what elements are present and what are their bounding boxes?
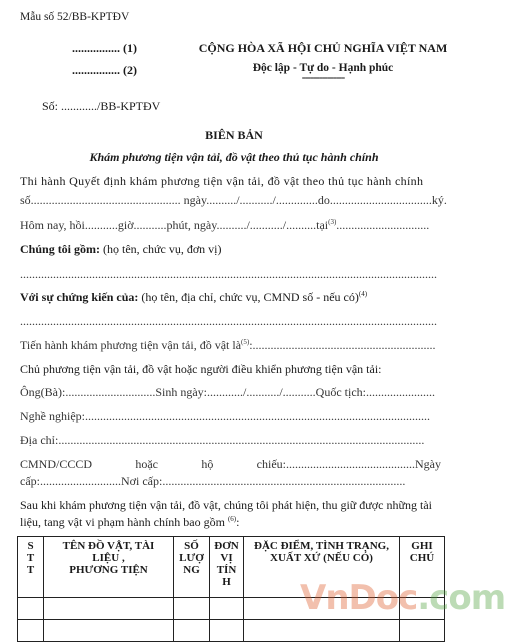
table-cell — [44, 620, 174, 642]
table-cell — [18, 598, 44, 620]
cmnd-line — [20, 457, 441, 472]
cmnd-word-1: CMND/CCCD — [20, 457, 93, 471]
sau-khi-text: liệu, tang vật vi phạm hành chính bao gồm — [20, 515, 225, 529]
para1-line1-text: Thi hành Quyết định khám phương tiện vận tải, đồ vật theo thủ tục hành chính — [20, 174, 424, 188]
dia-chi-line: Địa chỉ:.......................................................................................................................... — [20, 433, 425, 447]
cmnd-word-3: hộ — [201, 457, 214, 471]
voi-su-line — [20, 290, 367, 305]
table-row — [18, 620, 445, 642]
vndoc-watermark — [300, 578, 505, 618]
dots-line-1: ........................................................................................................................................... — [20, 267, 437, 281]
col-stt-l1: S — [27, 540, 34, 552]
document-number: Số: ............/BB-KPTĐV — [42, 99, 161, 113]
col-gc-l1: GHI — [411, 540, 433, 552]
sau-khi-line2 — [20, 515, 239, 530]
sau-khi-tail: : — [236, 515, 240, 529]
chung-toi-text: (họ tên, chức vụ, đơn vị) — [100, 242, 222, 256]
col-sl-l2: LƯỢ — [179, 552, 204, 564]
col-dvt-l3: TÍN — [216, 564, 237, 576]
col-dd-l1: ĐẶC ĐIỂM, TÌNH TRẠNG, — [254, 540, 389, 552]
national-title: CỘNG HÒA XÃ HỘI CHỦ NGHĨA VIỆT NAM — [198, 41, 448, 55]
table-cell — [174, 598, 210, 620]
table-cell — [244, 620, 400, 642]
footnote-3: (3) — [328, 218, 337, 226]
table-cell — [210, 598, 244, 620]
table-cell — [400, 620, 445, 642]
cap-line: cấp:...........................Nơi cấp:................................................................................. — [20, 474, 406, 488]
footnote-4: (4) — [358, 290, 368, 298]
motto-separator: --------------- — [301, 72, 345, 84]
footnote-6: (6) — [227, 515, 237, 523]
col-dvt-l4: H — [222, 576, 231, 588]
col-dd-l2: XUẤT XỨ (NẾU CÓ) — [270, 552, 373, 564]
sau-khi-line1: Sau khi khám phương tiện vận tải, đồ vật, chúng tôi phát hiện, thu giữ được những tài — [20, 498, 432, 512]
col-gc-l2: CHÚ — [409, 552, 435, 564]
para2-tail: ............................... — [336, 218, 430, 232]
col-stt-l2: T — [26, 552, 35, 564]
col-don-vi-tinh — [210, 537, 244, 598]
national-motto: Độc lập - Tự do - Hạnh phúc — [252, 62, 394, 74]
document-title: BIÊN BẢN — [205, 128, 263, 142]
voi-su-text: (họ tên, địa chỉ, chức vụ, CMND số - nếu có) — [138, 290, 359, 304]
form-code: Mẫu số 52/BB-KPTĐV — [20, 11, 130, 23]
col-so-luong — [174, 537, 210, 598]
col-stt-l3: T — [26, 564, 35, 576]
ong-ba-line: Ông(Bà):..............................Sinh ngày:............/.........../...........Quốc tịch:....................... — [20, 385, 435, 399]
tien-hanh-text: Tiến hành khám phương tiện vận tải, đồ vật là — [20, 338, 242, 352]
col-ten-l2: LIỆU , — [92, 552, 125, 564]
watermark-main: VnDoc — [300, 578, 418, 618]
col-sl-l1: SỐ — [184, 540, 199, 552]
chu-phuong-tien-line: Chủ phương tiện vận tải, đồ vật hoặc người điều khiển phương tiện vận tải: — [20, 362, 382, 376]
col-sl-l3: NG — [183, 564, 200, 576]
header-left-line1: ................ (1) — [72, 41, 137, 55]
dots-line-2: ........................................................................................................................................... — [20, 314, 437, 328]
cmnd-word-4: chiếu:...........................................Ngày — [256, 457, 441, 471]
cmnd-word-2: hoặc — [135, 457, 159, 471]
col-ten-l3: PHƯƠNG TIỆN — [69, 564, 148, 576]
chung-toi-line — [20, 242, 222, 257]
watermark-suffix: .com — [417, 578, 505, 618]
para2-text: Hôm nay, hồi...........giờ...........phút, ngày........../.........../..........tại — [20, 218, 329, 232]
table-cell — [44, 598, 174, 620]
col-dvt-l1: ĐƠN — [214, 540, 239, 552]
nghe-nghiep-line: Nghề nghiệp:................................................................................................................... — [20, 409, 430, 423]
table-cell — [174, 620, 210, 642]
para1-line2: số.................................................. ngày........../.........../..............do..................................ký. — [20, 193, 447, 207]
voi-su-label: Với sự chứng kiến của: — [20, 290, 139, 304]
para2-line — [20, 218, 429, 233]
tien-hanh-tail: :............................................................. — [249, 338, 436, 352]
table-cell — [210, 620, 244, 642]
para1-line1 — [20, 174, 441, 189]
col-dvt-l2: VỊ — [220, 552, 233, 564]
header-left-line2: ................ (2) — [72, 63, 137, 77]
col-ten-do-vat — [44, 537, 174, 598]
tien-hanh-line — [20, 338, 436, 353]
document-subtitle: Khám phương tiện vận tải, đồ vật theo thủ tục hành chính — [89, 150, 379, 164]
col-ten-l1: TÊN ĐỒ VẬT, TÀI — [62, 540, 155, 552]
table-cell — [18, 620, 44, 642]
col-stt — [18, 537, 44, 598]
footnote-5: (5) — [241, 338, 250, 346]
chung-toi-label: Chúng tôi gồm: — [20, 242, 101, 256]
